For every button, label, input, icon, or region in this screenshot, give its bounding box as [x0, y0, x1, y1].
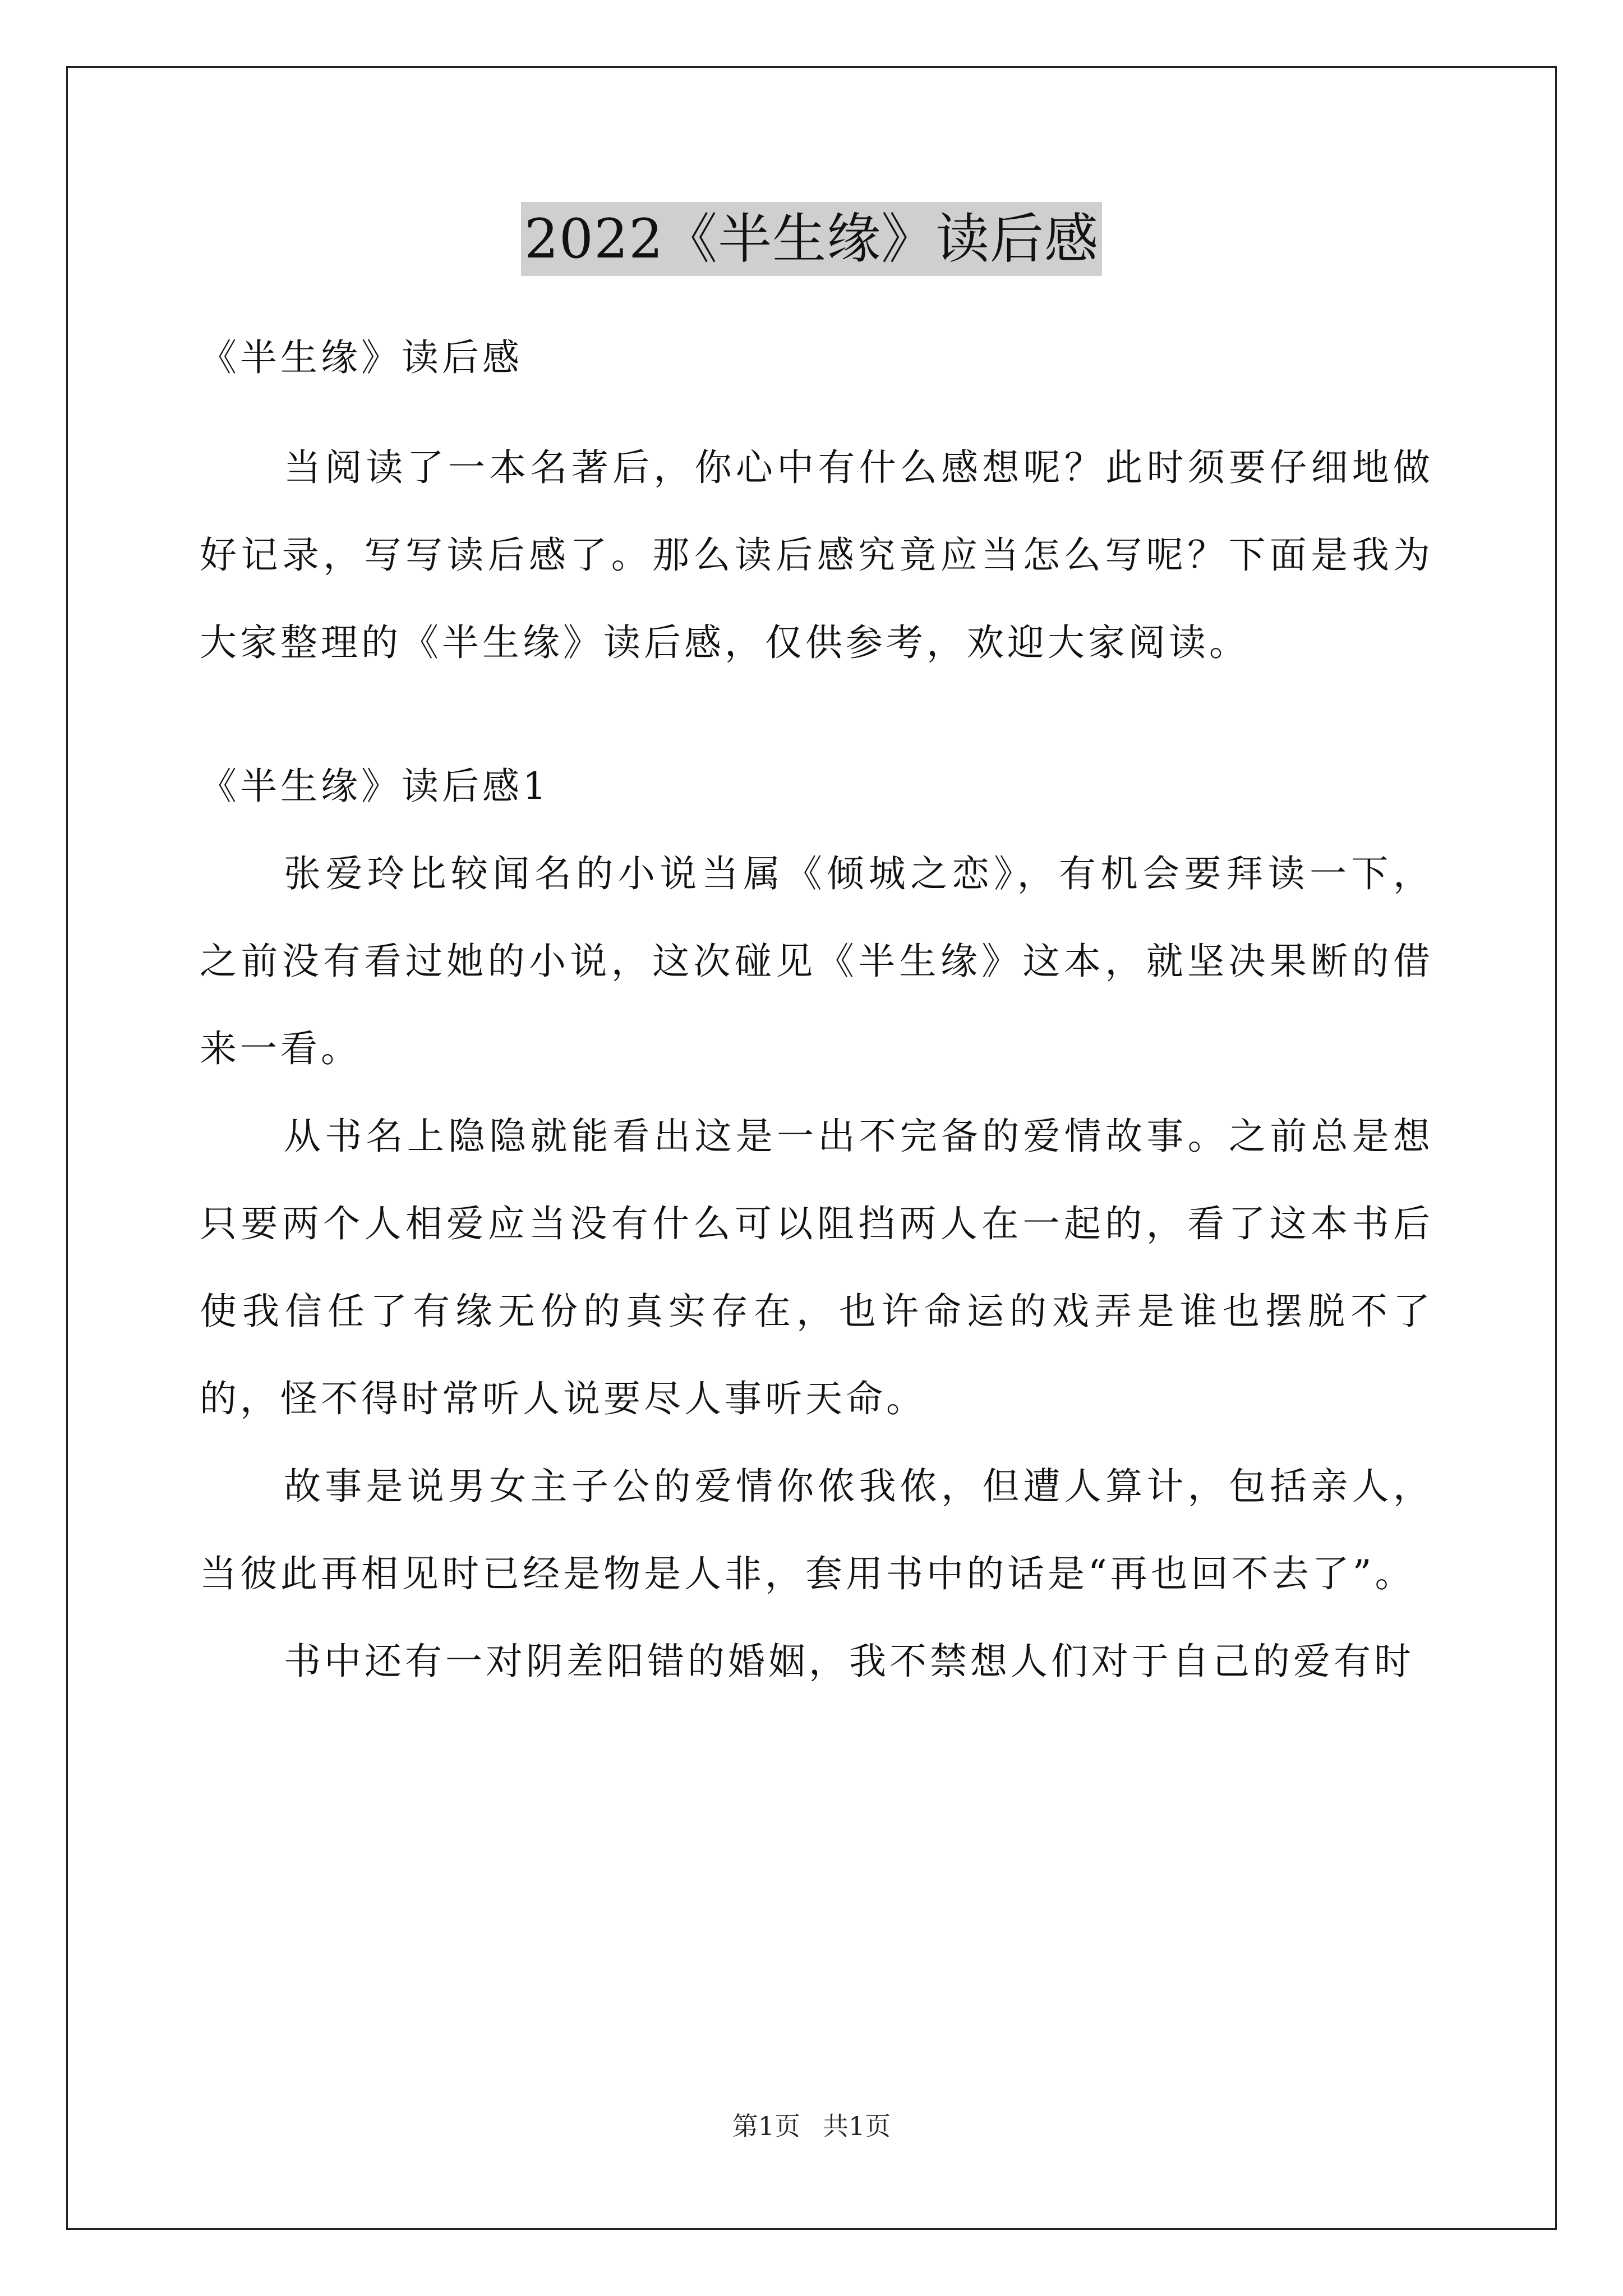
- document-title: 2022《半生缘》读后感: [521, 202, 1102, 276]
- paragraph-4: 书中还有一对阴差阳错的婚姻，我不禁想人们对于自己的爱有时: [284, 1640, 1414, 1683]
- page-footer: [0, 2109, 1623, 2143]
- page-number-total: 共1页: [823, 2111, 891, 2141]
- paragraph-2: 从书名上隐隐就能看出这是一出不完备的爱情故事。之前总是想只要两个人相爱应当没有什么可以阻挡两人在一起的，看了这本书后使我信任了有缘无份的真实存在，也许命运的戏弄是谁也摆脱不了的，怪不得时常听人说要尽人事听天命。: [200, 1115, 1433, 1420]
- paragraph-1: 张爱玲比较闻名的小说当属《倾城之恋》，有机会要拜读一下，之前没有看过她的小说，这次碰见《半生缘》这本，就坚决果断的借来一看。: [200, 852, 1433, 1070]
- page-number-current: 第1页: [732, 2111, 800, 2141]
- paragraph-3: 故事是说男女主子公的爱情你侬我侬，但遭人算计，包括亲人，当彼此再相见时已经是物是人非，套用书中的话是“再也回不去了”。: [200, 1465, 1433, 1595]
- section-heading-intro: 《半生缘》读后感: [200, 336, 523, 379]
- title-container: [0, 202, 1623, 276]
- paragraph-intro: 当阅读了一本名著后，你心中有什么感想呢？此时须要仔细地做好记录，写写读后感了。那么读后感究竟应当怎么写呢？下面是我为大家整理的《半生缘》读后感，仅供参考，欢迎大家阅读。: [200, 446, 1433, 664]
- paragraph-spacer: [200, 402, 1433, 424]
- document-body: [200, 314, 1433, 1705]
- section-heading-1: 《半生缘》读后感1: [200, 765, 550, 808]
- paragraph-spacer: [200, 687, 1433, 743]
